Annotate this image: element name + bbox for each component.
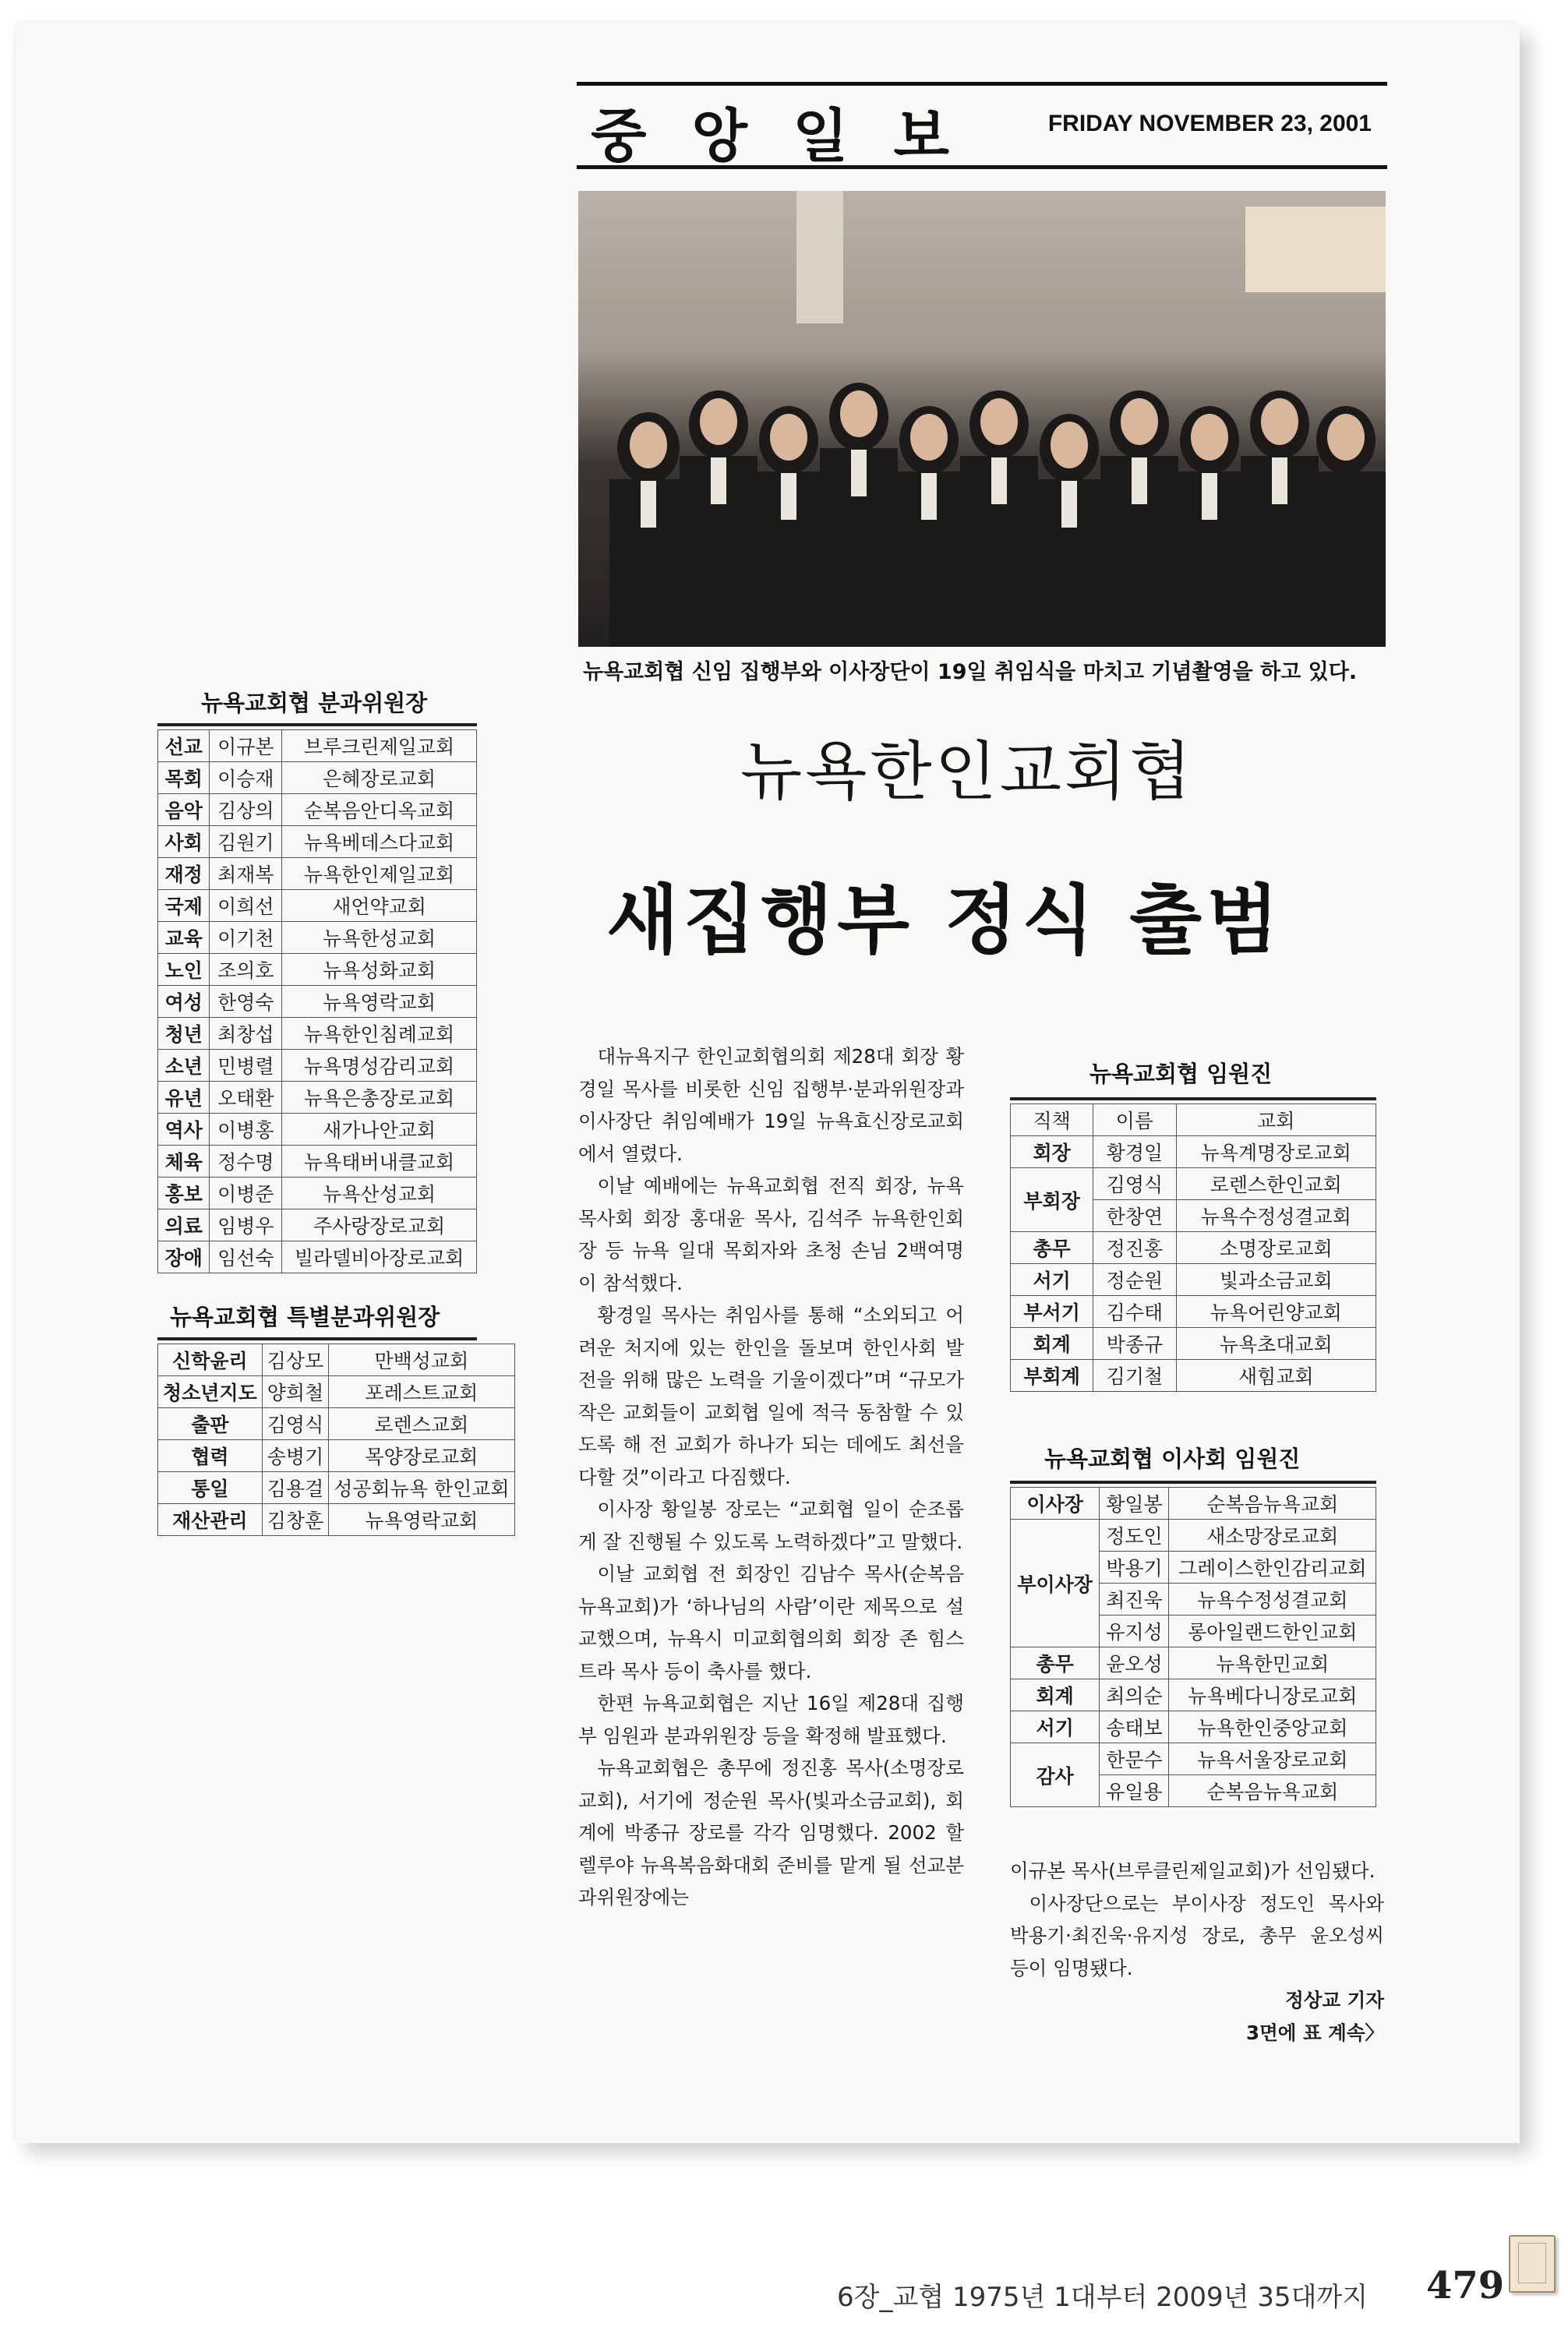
church-cell: 뉴욕한인중앙교회 <box>1169 1711 1376 1743</box>
article-column-2 <box>1010 1855 1384 2049</box>
church-cell: 뉴욕태버내클교회 <box>282 1146 477 1178</box>
name-cell: 한문수 <box>1100 1743 1169 1775</box>
table-row <box>158 1114 477 1146</box>
name-cell: 이병홍 <box>210 1114 282 1146</box>
article-paragraph: 뉴욕교회협은 총무에 정진홍 목사(소명장로교회), 서기에 정순원 목사(빛과소금교회), 회계에 박종규 장로를 각각 임명했다. 2002 할렐루야 뉴욕복음화대회 준비를 맡게 될 선교분과위원장에는 <box>578 1757 964 1909</box>
committee-chairs-title: 뉴욕교회협 분과위원장 <box>201 690 428 716</box>
role-cell: 서기 <box>1011 1264 1093 1296</box>
newspaper-name: 중앙일보 <box>591 103 994 170</box>
table-row <box>158 890 477 922</box>
photo-crowd <box>578 191 1386 647</box>
name-cell: 양희철 <box>262 1376 328 1408</box>
church-cell: 그레이스한인감리교회 <box>1169 1552 1376 1584</box>
article-paragraph: 대뉴욕지구 한인교회협의회 제28대 회장 황경일 목사를 비롯한 신임 집행부·분과위원장과 이사장단 취임예배가 19일 뉴욕효신장로교회에서 열렸다. <box>578 1045 964 1165</box>
role-cell: 이사장 <box>1011 1488 1100 1520</box>
newspaper-masthead <box>577 82 1387 169</box>
name-cell: 윤오성 <box>1100 1647 1169 1679</box>
table-row <box>158 826 477 858</box>
headline-top: 뉴욕한인교회협 <box>740 735 1195 809</box>
name-cell: 황경일 <box>1093 1136 1176 1168</box>
table-row <box>1011 1360 1376 1392</box>
officers-table <box>1010 1103 1376 1392</box>
special-chairs-table <box>157 1344 515 1536</box>
table-row <box>158 1209 477 1241</box>
article-paragraph: 한편 뉴욕교회협은 지난 16일 제28대 집행부 임원과 분과위원장 등을 확정해 발표했다. <box>578 1692 964 1747</box>
name-cell: 김영식 <box>1093 1168 1176 1200</box>
book-icon <box>1509 2235 1556 2293</box>
name-cell: 이희선 <box>210 890 282 922</box>
table-row <box>158 1050 477 1082</box>
church-cell: 뉴욕영락교회 <box>282 986 477 1018</box>
church-cell: 은혜장로교회 <box>282 762 477 794</box>
table-row <box>1011 1679 1376 1711</box>
table-row <box>158 858 477 890</box>
name-cell: 최의순 <box>1100 1679 1169 1711</box>
table-row <box>158 1146 477 1178</box>
article-paragraph: 이사장 황일봉 장로는 “교회협 일이 순조롭게 잘 진행될 수 있도록 노력하겠다”고 말했다. <box>578 1498 964 1553</box>
board-title: 뉴욕교회협 이사회 임원진 <box>1044 1446 1301 1472</box>
church-cell: 뉴욕한인침례교회 <box>282 1018 477 1050</box>
table-row <box>1011 1168 1376 1200</box>
name-cell: 김수태 <box>1093 1296 1176 1328</box>
name-cell: 김원기 <box>210 826 282 858</box>
name-cell: 임병우 <box>210 1209 282 1241</box>
article-paragraph: 황경일 목사는 취임사를 통해 “소외되고 어려운 처지에 있는 한인을 돌보며 한인사회 발전을 위해 많은 노력을 기울이겠다”며 “규모가 작은 교회들이 교회협 일에 적극 동참할 수 있도록 해 전 교회가 하나가 되는 데에도 최선을 다할 것”이라고 다짐했다. <box>578 1304 964 1488</box>
name-cell: 김창훈 <box>262 1504 328 1536</box>
table-row <box>158 1344 515 1376</box>
article-column-1 <box>578 1040 964 2085</box>
name-cell: 박용기 <box>1100 1552 1169 1584</box>
table-row <box>1011 1232 1376 1264</box>
table-row <box>158 1504 515 1536</box>
church-cell: 뉴욕산성교회 <box>282 1178 477 1209</box>
name-cell: 김기철 <box>1093 1360 1176 1392</box>
name-cell: 한창연 <box>1093 1200 1176 1232</box>
table-row <box>158 794 477 826</box>
table-row <box>158 986 477 1018</box>
church-cell: 새소망장로교회 <box>1169 1520 1376 1552</box>
table-row <box>158 1082 477 1114</box>
table-row <box>1011 1711 1376 1743</box>
name-cell: 오태환 <box>210 1082 282 1114</box>
headline-main: 새집행부 정식 출범 <box>606 877 1284 964</box>
name-cell: 유지성 <box>1100 1615 1169 1647</box>
church-cell: 뉴욕수정성결교회 <box>1176 1200 1376 1232</box>
role-cell: 출판 <box>158 1408 263 1440</box>
header-cell: 직책 <box>1011 1104 1093 1136</box>
role-cell: 회장 <box>1011 1136 1093 1168</box>
table-row <box>1011 1264 1376 1296</box>
role-cell: 의료 <box>158 1209 210 1241</box>
church-cell: 만백성교회 <box>329 1344 514 1376</box>
article-paragraph: 이날 교회협 전 회장인 김남수 목사(순복음뉴욕교회)가 ‘하나님의 사람’이란 제목으로 설교했으며, 뉴욕시 미교회협의회 회장 존 힘스트라 목사 등이 축사를 했다. <box>578 1563 964 1683</box>
name-cell: 박종규 <box>1093 1328 1176 1360</box>
name-cell: 송태보 <box>1100 1711 1169 1743</box>
book-chapter-footer: 6장_교협 1975년 1대부터 2009년 35대까지 <box>837 2282 1368 2313</box>
church-cell: 새힘교회 <box>1176 1360 1376 1392</box>
church-cell: 뉴욕영락교회 <box>329 1504 514 1536</box>
church-cell: 성공회뉴욕 한인교회 <box>329 1472 514 1504</box>
role-cell: 사회 <box>158 826 210 858</box>
name-cell: 송병기 <box>262 1440 328 1472</box>
church-cell: 로렌스교회 <box>329 1408 514 1440</box>
name-cell: 정순원 <box>1093 1264 1176 1296</box>
church-cell: 뉴욕한성교회 <box>282 922 477 954</box>
role-cell: 선교 <box>158 730 210 762</box>
name-cell: 황일봉 <box>1100 1488 1169 1520</box>
church-cell: 뉴욕베데스다교회 <box>282 826 477 858</box>
church-cell: 목양장로교회 <box>329 1440 514 1472</box>
table-row <box>158 922 477 954</box>
name-cell: 김상의 <box>210 794 282 826</box>
table-row <box>158 1440 515 1472</box>
table-header-row <box>1011 1104 1376 1136</box>
role-cell: 서기 <box>1011 1711 1100 1743</box>
special-chairs-title: 뉴욕교회협 특별분과위원장 <box>170 1304 440 1330</box>
group-photo <box>578 191 1386 647</box>
role-cell: 청소년지도 <box>158 1376 263 1408</box>
role-cell: 통일 <box>158 1472 263 1504</box>
table-row <box>1011 1328 1376 1360</box>
role-cell: 체육 <box>158 1146 210 1178</box>
role-cell: 소년 <box>158 1050 210 1082</box>
role-cell: 재산관리 <box>158 1504 263 1536</box>
role-cell: 감사 <box>1011 1743 1100 1807</box>
photo-caption: 뉴욕교회협 신임 집행부와 이사장단이 19일 취임식을 마치고 기념촬영을 하고 있다. <box>583 660 1358 684</box>
table-row <box>1011 1520 1376 1552</box>
name-cell: 김상모 <box>262 1344 328 1376</box>
article-paragraph: 이규본 목사(브루클린제일교회)가 선임됐다. <box>1010 1859 1376 1882</box>
role-cell: 역사 <box>158 1114 210 1146</box>
table-row <box>158 730 477 762</box>
table-row <box>1011 1296 1376 1328</box>
name-cell: 임선숙 <box>210 1241 282 1273</box>
church-cell: 빌라델비아장로교회 <box>282 1241 477 1273</box>
table-row <box>158 954 477 986</box>
name-cell: 이규본 <box>210 730 282 762</box>
church-cell: 뉴욕초대교회 <box>1176 1328 1376 1360</box>
role-cell: 목회 <box>158 762 210 794</box>
role-cell: 홍보 <box>158 1178 210 1209</box>
board-table <box>1010 1487 1376 1807</box>
name-cell: 민병렬 <box>210 1050 282 1082</box>
church-cell: 포레스트교회 <box>329 1376 514 1408</box>
church-cell: 뉴욕한인제일교회 <box>282 858 477 890</box>
byline: 정상교 기자 <box>1285 1989 1384 2011</box>
divider <box>157 1337 477 1340</box>
church-cell: 뉴욕성화교회 <box>282 954 477 986</box>
table-row <box>158 1018 477 1050</box>
name-cell: 한영숙 <box>210 986 282 1018</box>
role-cell: 교육 <box>158 922 210 954</box>
role-cell: 부회계 <box>1011 1360 1093 1392</box>
name-cell: 김용걸 <box>262 1472 328 1504</box>
article-paragraph: 이날 예배에는 뉴욕교회협 전직 회장, 뉴욕목사회 회장 홍대윤 목사, 김석주 뉴욕한인회장 등 뉴욕 일대 목회자와 초청 손님 2백여명이 참석했다. <box>578 1174 964 1294</box>
header-cell: 교회 <box>1176 1104 1376 1136</box>
role-cell: 총무 <box>1011 1647 1100 1679</box>
role-cell: 재정 <box>158 858 210 890</box>
page-number: 479 <box>1426 2264 1505 2308</box>
name-cell: 정도인 <box>1100 1520 1169 1552</box>
officers-title: 뉴욕교회협 임원진 <box>1089 1061 1273 1087</box>
continued-note: 3면에 표 계속〉 <box>1246 2021 1384 2044</box>
role-cell: 장애 <box>158 1241 210 1273</box>
church-cell: 롱아일랜드한인교회 <box>1169 1615 1376 1647</box>
church-cell: 뉴욕수정성결교회 <box>1169 1584 1376 1615</box>
church-cell: 뉴욕어린양교회 <box>1176 1296 1376 1328</box>
role-cell: 여성 <box>158 986 210 1018</box>
church-cell: 뉴욕명성감리교회 <box>282 1050 477 1082</box>
role-cell: 노인 <box>158 954 210 986</box>
role-cell: 유년 <box>158 1082 210 1114</box>
church-cell: 로렌스한인교회 <box>1176 1168 1376 1200</box>
church-cell: 순복음뉴욕교회 <box>1169 1775 1376 1807</box>
church-cell: 순복음뉴욕교회 <box>1169 1488 1376 1520</box>
role-cell: 부이사장 <box>1011 1520 1100 1647</box>
church-cell: 순복음안디옥교회 <box>282 794 477 826</box>
table-row <box>1011 1136 1376 1168</box>
role-cell: 국제 <box>158 890 210 922</box>
divider <box>1010 1097 1376 1100</box>
church-cell: 소명장로교회 <box>1176 1232 1376 1264</box>
name-cell: 유일용 <box>1100 1775 1169 1807</box>
name-cell: 이병준 <box>210 1178 282 1209</box>
name-cell: 최진욱 <box>1100 1584 1169 1615</box>
name-cell: 최창섭 <box>210 1018 282 1050</box>
table-row <box>1011 1647 1376 1679</box>
role-cell: 신학윤리 <box>158 1344 263 1376</box>
committee-chairs-table <box>157 729 477 1273</box>
table-row <box>1011 1488 1376 1520</box>
table-row <box>158 1178 477 1209</box>
role-cell: 협력 <box>158 1440 263 1472</box>
name-cell: 정수명 <box>210 1146 282 1178</box>
church-cell: 뉴욕베다니장로교회 <box>1169 1679 1376 1711</box>
role-cell: 총무 <box>1011 1232 1093 1264</box>
table-row <box>158 1376 515 1408</box>
name-cell: 이승재 <box>210 762 282 794</box>
church-cell: 뉴욕서울장로교회 <box>1169 1743 1376 1775</box>
church-cell: 주사랑장로교회 <box>282 1209 477 1241</box>
role-cell: 회계 <box>1011 1679 1100 1711</box>
role-cell: 부서기 <box>1011 1296 1093 1328</box>
name-cell: 이기천 <box>210 922 282 954</box>
role-cell: 음악 <box>158 794 210 826</box>
table-row <box>1011 1743 1376 1775</box>
name-cell: 최재복 <box>210 858 282 890</box>
role-cell: 부회장 <box>1011 1168 1093 1232</box>
article-paragraph: 이사장단으로는 부이사장 정도인 목사와 박용기·최진욱·유지성 장로, 총무 윤오성씨 등이 임명됐다. <box>1010 1891 1384 1979</box>
name-cell: 김영식 <box>262 1408 328 1440</box>
table-row <box>158 762 477 794</box>
table-row <box>158 1472 515 1504</box>
church-cell: 뉴욕계명장로교회 <box>1176 1136 1376 1168</box>
divider <box>1010 1481 1376 1484</box>
church-cell: 브루크린제일교회 <box>282 730 477 762</box>
church-cell: 빛과소금교회 <box>1176 1264 1376 1296</box>
role-cell: 회계 <box>1011 1328 1093 1360</box>
church-cell: 뉴욕한민교회 <box>1169 1647 1376 1679</box>
church-cell: 뉴욕은총장로교회 <box>282 1082 477 1114</box>
role-cell: 청년 <box>158 1018 210 1050</box>
church-cell: 새언약교회 <box>282 890 477 922</box>
table-row <box>158 1241 477 1273</box>
divider <box>157 723 477 726</box>
table-row <box>158 1408 515 1440</box>
church-cell: 새가나안교회 <box>282 1114 477 1146</box>
issue-date: FRIDAY NOVEMBER 23, 2001 <box>1047 111 1372 136</box>
name-cell: 정진홍 <box>1093 1232 1176 1264</box>
header-cell: 이름 <box>1093 1104 1176 1136</box>
name-cell: 조의호 <box>210 954 282 986</box>
